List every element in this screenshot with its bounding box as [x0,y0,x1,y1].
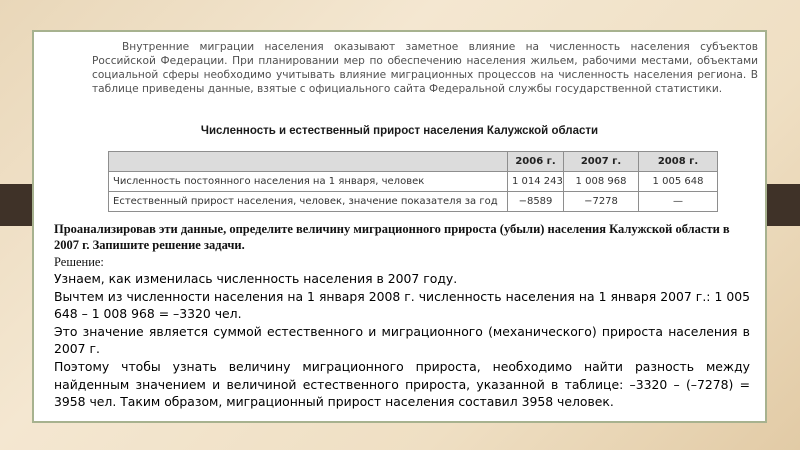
table-cell: 1 005 648 [639,172,718,192]
header-cell-empty [109,152,508,172]
solution-paragraph: Поэтому чтобы узнать величину миграционного прироста, необходимо найти разность между найденным значением и величиной естественного прироста, указанной в таблице: –3320 – (–7278) = 3958 чел. Таким образом, миграционный прирост населения составил 3958 человек. [54,358,750,410]
right-accent-bar [767,184,800,226]
header-cell-2006: 2006 г. [508,152,564,172]
header-cell-2007: 2007 г. [564,152,639,172]
solution-paragraph: Вычтем из численности населения на 1 января 2008 г. численность населения на 1 января 2007 г.: 1 005 648 – 1 008 968 = –3320 чел. [54,288,750,322]
table-cell: 1 008 968 [564,172,639,192]
row-label: Естественный прирост населения, человек, значение показателя за год [109,192,508,212]
table-cell: −7278 [564,192,639,212]
table-row [109,172,718,192]
solution-paragraph: Узнаем, как изменилась численность населения в 2007 году. [54,271,458,286]
slide-content-frame [32,30,767,423]
left-accent-bar [0,184,32,226]
solution-text [54,270,750,411]
population-table [108,151,718,212]
header-cell-2008: 2008 г. [639,152,718,172]
table-row [109,192,718,212]
solution-label: Решение: [54,255,104,269]
table-title: Численность и естественный прирост населения Калужской области [200,125,599,137]
intro-paragraph: Внутренние миграции населения оказывают заметное влияние на численность населения субъектов Российской Федерации. При планировании мер по обеспечению населения жильем, рабочими местами, объектами социальной сферы необходимо учитывать влияние миграционных процессов на численность населения региона. В таблице приведены данные, взятые с официального сайта Федеральной службы государственной статистики. [92,41,758,95]
table-cell: 1 014 243 [508,172,564,192]
table-cell: −8589 [508,192,564,212]
task-question: Проанализировав эти данные, определите величину миграционного прироста (убыли) населения Калужской области в 2007 г. Запишите решение задачи. [54,222,730,252]
solution-paragraph: Это значение является суммой естественного и миграционного (механического) прироста населения в 2007 г. [54,323,750,357]
table-cell: — [639,192,718,212]
row-label: Численность постоянного населения на 1 января, человек [109,172,508,192]
table-header-row [109,152,718,172]
